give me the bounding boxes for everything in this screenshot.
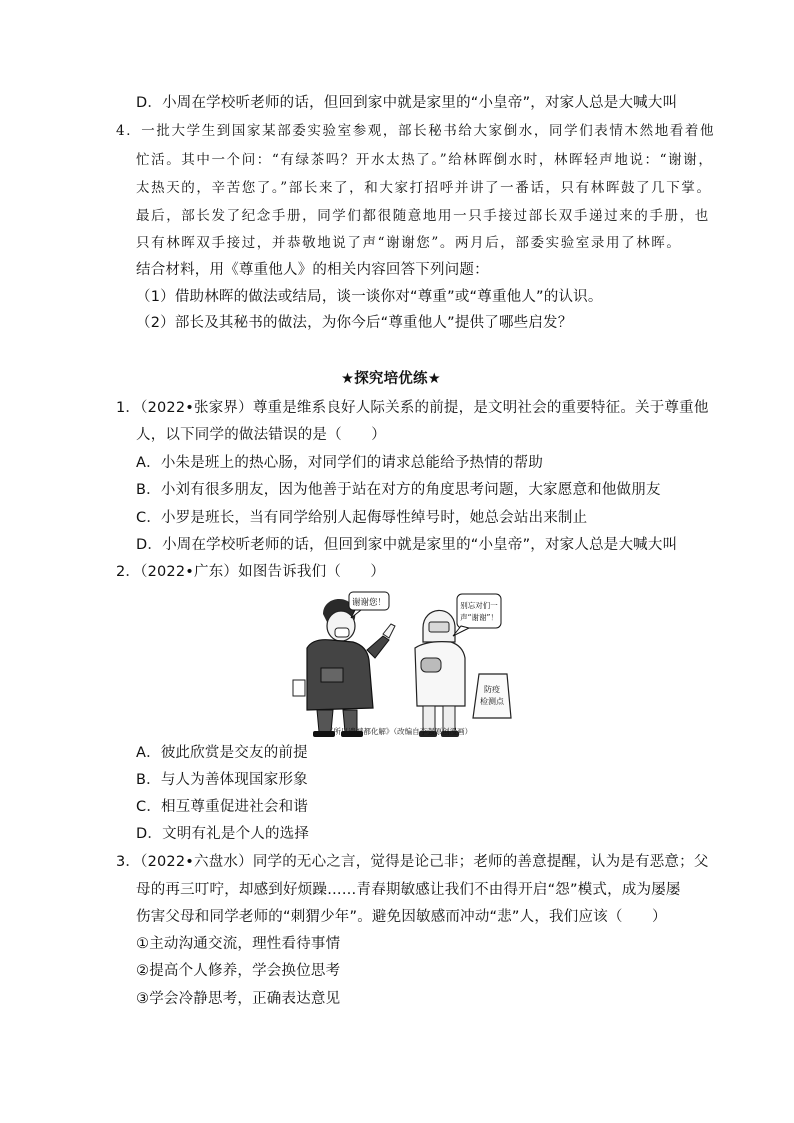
q4-prompt: 结合材料，用《尊重他人》的相关内容回答下列问题： [136, 262, 489, 278]
cartoon-caption: 《所以遗憾都化解》（改编自李强原创漫画） [325, 727, 473, 736]
speech-bubble-right-text-1: 别忘对们一 [460, 601, 498, 610]
q4-sub-question-2: （2）部长及其秘书的做法，为你今后“尊重他人”提供了哪些启发？ [136, 315, 573, 331]
p3-stem-line-2: 母的再三叮咛，却感到好烦躁……青春期敏感让我们不由得开启“怨”模式，成为屡屡 [136, 882, 681, 898]
speech-bubble-right-text-2: 声“谢谢”！ [460, 613, 498, 622]
speech-bubble-left-text: 谢谢您！ [351, 598, 387, 608]
cartoon-figure [283, 588, 515, 740]
p2-option-d: D．文明有礼是个人的选择 [136, 826, 310, 842]
p3-option-1: ①主动沟通交流，理性看待事情 [136, 936, 341, 952]
p3-option-2: ②提高个人修养，学会换位思考 [136, 963, 341, 979]
p3-stem-line-3: 伤害父母和同学老师的“刺猬少年”。避免因敏感而冲动“悲”人，我们应该（ ） [136, 909, 667, 925]
p3-stem-line-1: 3．（2022•六盘水）同学的无心之言，觉得是论己非；老师的善意提醒，认为是有恶意；父 [116, 854, 709, 870]
p1-option-c: C．小罗是班长，当有同学给别人起侮辱性绰号时，她总会站出来制止 [136, 510, 588, 526]
speech-bubble-left [349, 592, 389, 618]
p3-option-3: ③学会冷静思考，正确表达意见 [136, 991, 341, 1007]
q4-line-1: 4．一批大学生到国家某部委实验室参观，部长秘书给大家倒水，同学们表情木然地看着他 [116, 123, 716, 139]
p2-option-b: B．与人为善体现国家形象 [136, 772, 308, 788]
p2-option-a: A．彼此欣赏是交友的前提 [136, 745, 308, 761]
q4-sub-question-1: （1）借助林晖的做法或结局，谈一谈你对“尊重”或“尊重他人”的认识。 [136, 289, 603, 305]
q4-line-4: 最后，部长发了纪念手册，同学们都很随意地用一只手接过部长双手递过来的手册，也 [136, 208, 710, 224]
p1-stem-line-1: 1．（2022•张家界）尊重是维系良好人际关系的前提，是文明社会的重要特征。关于尊重他 [116, 400, 709, 416]
p1-option-b: B．小刘有很多朋友，因为他善于站在对方的角度思考问题，大家愿意和他做朋友 [136, 482, 661, 498]
p2-stem: 2．（2022•广东）如图告诉我们（ ） [116, 564, 386, 580]
health-worker-figure [415, 610, 465, 737]
option-d-previous: D．小周在学校听老师的话，但回到家中就是家里的“小皇帝”，对家人总是大喊大叫 [136, 95, 678, 111]
p1-option-a: A．小朱是班上的热心肠，对同学们的请求总能给予热情的帮助 [136, 455, 544, 471]
q4-line-2: 忙活。其中一个问：“有绿茶吗？开水太热了。”给林晖倒水时，林晖轻声地说：“谢谢， [136, 152, 714, 168]
p2-option-c: C．相互尊重促进社会和谐 [136, 799, 309, 815]
p1-option-d: D．小周在学校听老师的话，但回到家中就是家里的“小皇帝”，对家人总是大喊大叫 [136, 537, 678, 553]
sign-text-1: 防疫 [484, 685, 500, 694]
man-figure [293, 599, 395, 737]
cartoon-illustration [283, 588, 515, 740]
speech-bubble-right [453, 594, 501, 636]
q4-line-5: 只有林晖双手接过，并恭敬地说了声“谢谢您”。两月后，部委实验室录用了林晖。 [136, 235, 682, 251]
testing-point-sign [473, 674, 511, 718]
p1-stem-line-2: 人，以下同学的做法错误的是（ ） [136, 427, 386, 443]
section-title: ★探究培优练★ [341, 371, 441, 387]
sign-text-2: 检测点 [480, 697, 504, 706]
q4-line-3: 太热天的，辛苦您了。”部长来了，和大家打招呼并讲了一番话，只有林晖鼓了几下掌。 [136, 180, 712, 196]
